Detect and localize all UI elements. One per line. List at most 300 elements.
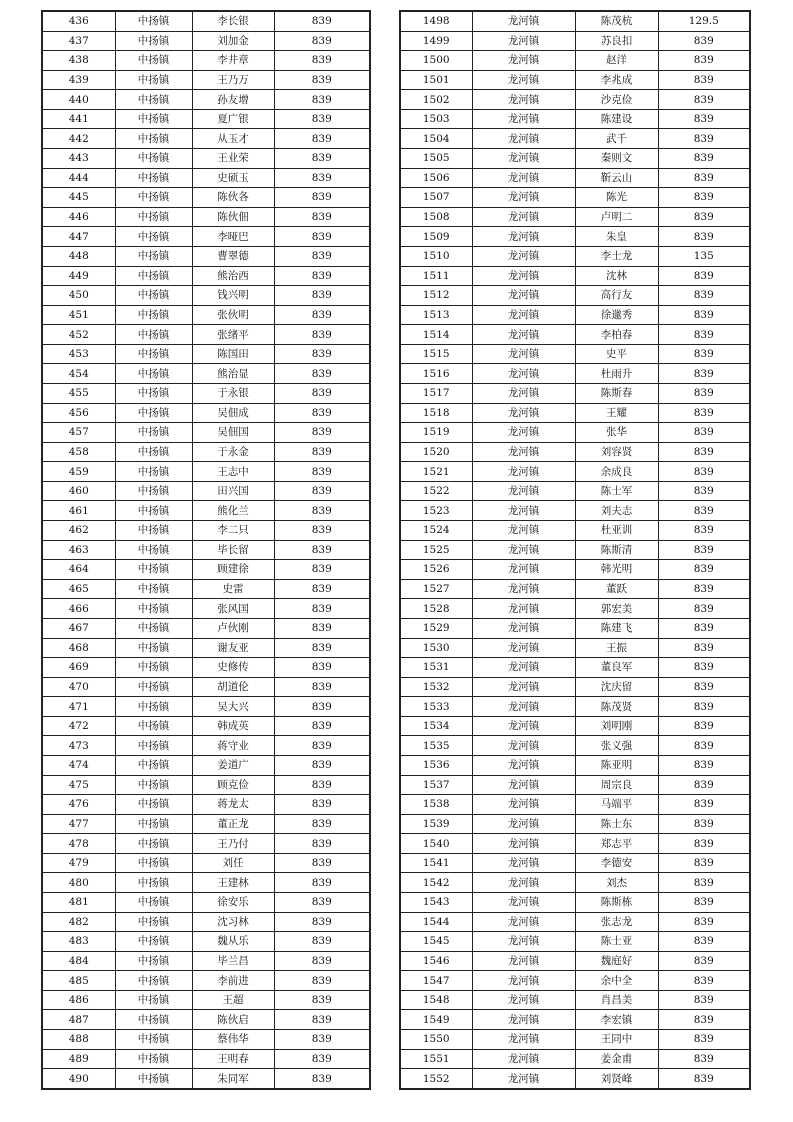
name-cell: 张义强 — [575, 736, 658, 756]
name-cell: 王振 — [575, 638, 658, 658]
row-number-cell: 479 — [42, 853, 115, 873]
table-row — [400, 853, 750, 873]
row-number-cell: 1517 — [400, 383, 472, 403]
row-number-cell: 1499 — [400, 31, 472, 51]
table-row — [400, 755, 750, 775]
township-cell: 龙河镇 — [472, 149, 575, 169]
table-row — [400, 560, 750, 580]
amount-cell: 839 — [274, 266, 370, 286]
name-cell: 陈士亚 — [575, 932, 658, 952]
table-row — [42, 1049, 370, 1069]
township-cell: 龙河镇 — [472, 70, 575, 90]
table-row — [42, 521, 370, 541]
name-cell: 陈伙各 — [192, 188, 274, 208]
name-cell: 张志龙 — [575, 912, 658, 932]
row-number-cell: 1529 — [400, 618, 472, 638]
amount-cell: 839 — [658, 1010, 750, 1030]
row-number-cell: 444 — [42, 168, 115, 188]
name-cell: 陈士东 — [575, 814, 658, 834]
name-cell: 谢友亚 — [192, 638, 274, 658]
row-number-cell: 453 — [42, 344, 115, 364]
row-number-cell: 447 — [42, 227, 115, 247]
table-row — [400, 1010, 750, 1030]
township-cell: 中扬镇 — [115, 893, 192, 913]
row-number-cell: 446 — [42, 207, 115, 227]
name-cell: 王同中 — [575, 1030, 658, 1050]
township-cell: 龙河镇 — [472, 618, 575, 638]
table-row — [400, 246, 750, 266]
name-cell: 郭宏美 — [575, 599, 658, 619]
township-cell: 龙河镇 — [472, 383, 575, 403]
name-cell: 靳云山 — [575, 168, 658, 188]
row-number-cell: 477 — [42, 814, 115, 834]
table-row — [42, 599, 370, 619]
row-number-cell: 1513 — [400, 305, 472, 325]
table-row — [400, 795, 750, 815]
table-row — [42, 579, 370, 599]
row-number-cell: 1507 — [400, 188, 472, 208]
table-row — [400, 932, 750, 952]
name-cell: 赵洋 — [575, 51, 658, 71]
amount-cell: 839 — [658, 618, 750, 638]
name-cell: 余成良 — [575, 462, 658, 482]
table-row — [400, 775, 750, 795]
amount-cell: 839 — [274, 873, 370, 893]
name-cell: 王志中 — [192, 462, 274, 482]
township-cell: 龙河镇 — [472, 658, 575, 678]
township-cell: 龙河镇 — [472, 521, 575, 541]
table-row — [42, 951, 370, 971]
row-number-cell: 488 — [42, 1030, 115, 1050]
township-cell: 中扬镇 — [115, 736, 192, 756]
table-row — [42, 207, 370, 227]
table-row — [400, 383, 750, 403]
row-number-cell: 463 — [42, 540, 115, 560]
name-cell: 蔡伟华 — [192, 1030, 274, 1050]
township-cell: 龙河镇 — [472, 540, 575, 560]
row-number-cell: 1550 — [400, 1030, 472, 1050]
row-number-cell: 475 — [42, 775, 115, 795]
name-cell: 秦则文 — [575, 149, 658, 169]
row-number-cell: 438 — [42, 51, 115, 71]
table-row — [42, 266, 370, 286]
row-number-cell: 1512 — [400, 286, 472, 306]
name-cell: 顾建徐 — [192, 560, 274, 580]
row-number-cell: 454 — [42, 364, 115, 384]
table-row — [42, 716, 370, 736]
row-number-cell: 1544 — [400, 912, 472, 932]
name-cell: 刘容贤 — [575, 442, 658, 462]
row-number-cell: 1521 — [400, 462, 472, 482]
township-cell: 龙河镇 — [472, 403, 575, 423]
name-cell: 刘明刚 — [575, 716, 658, 736]
amount-cell: 839 — [274, 716, 370, 736]
row-number-cell: 1535 — [400, 736, 472, 756]
name-cell: 魏从乐 — [192, 932, 274, 952]
township-cell: 中扬镇 — [115, 442, 192, 462]
roster-table-right-body — [400, 11, 750, 1089]
table-row — [400, 1030, 750, 1050]
township-cell: 中扬镇 — [115, 1069, 192, 1089]
table-row — [400, 31, 750, 51]
name-cell: 苏良扣 — [575, 31, 658, 51]
township-cell: 龙河镇 — [472, 423, 575, 443]
table-row — [42, 1069, 370, 1089]
amount-cell: 839 — [658, 403, 750, 423]
table-row — [400, 912, 750, 932]
table-row — [400, 207, 750, 227]
township-cell: 中扬镇 — [115, 618, 192, 638]
row-number-cell: 484 — [42, 951, 115, 971]
amount-cell: 839 — [658, 149, 750, 169]
name-cell: 李井章 — [192, 51, 274, 71]
township-cell: 中扬镇 — [115, 227, 192, 247]
township-cell: 龙河镇 — [472, 305, 575, 325]
amount-cell: 839 — [274, 1010, 370, 1030]
row-number-cell: 464 — [42, 560, 115, 580]
row-number-cell: 462 — [42, 521, 115, 541]
township-cell: 中扬镇 — [115, 990, 192, 1010]
township-cell: 龙河镇 — [472, 168, 575, 188]
name-cell: 刘杰 — [575, 873, 658, 893]
table-row — [42, 168, 370, 188]
township-cell: 龙河镇 — [472, 246, 575, 266]
row-number-cell: 458 — [42, 442, 115, 462]
row-number-cell: 1540 — [400, 834, 472, 854]
amount-cell: 839 — [274, 814, 370, 834]
table-row — [42, 227, 370, 247]
name-cell: 马端平 — [575, 795, 658, 815]
amount-cell: 839 — [274, 540, 370, 560]
table-row — [42, 305, 370, 325]
table-row — [42, 834, 370, 854]
township-cell: 中扬镇 — [115, 325, 192, 345]
township-cell: 中扬镇 — [115, 70, 192, 90]
township-cell: 龙河镇 — [472, 442, 575, 462]
amount-cell: 129.5 — [658, 11, 750, 31]
name-cell: 高行友 — [575, 286, 658, 306]
township-cell: 中扬镇 — [115, 501, 192, 521]
name-cell: 陈建飞 — [575, 618, 658, 638]
row-number-cell: 472 — [42, 716, 115, 736]
township-cell: 中扬镇 — [115, 11, 192, 31]
name-cell: 杜亚训 — [575, 521, 658, 541]
amount-cell: 839 — [274, 383, 370, 403]
township-cell: 中扬镇 — [115, 90, 192, 110]
amount-cell: 839 — [274, 51, 370, 71]
name-cell: 陈国田 — [192, 344, 274, 364]
township-cell: 中扬镇 — [115, 266, 192, 286]
table-row — [400, 834, 750, 854]
amount-cell: 839 — [274, 618, 370, 638]
township-cell: 龙河镇 — [472, 31, 575, 51]
township-cell: 中扬镇 — [115, 383, 192, 403]
name-cell: 毕兰昌 — [192, 951, 274, 971]
name-cell: 余中全 — [575, 971, 658, 991]
row-number-cell: 1508 — [400, 207, 472, 227]
name-cell: 钱兴明 — [192, 286, 274, 306]
table-row — [400, 462, 750, 482]
amount-cell: 839 — [658, 70, 750, 90]
row-number-cell: 1527 — [400, 579, 472, 599]
name-cell: 李哑巴 — [192, 227, 274, 247]
row-number-cell: 440 — [42, 90, 115, 110]
table-row — [42, 990, 370, 1010]
row-number-cell: 466 — [42, 599, 115, 619]
amount-cell: 839 — [658, 755, 750, 775]
table-row — [400, 129, 750, 149]
amount-cell: 839 — [274, 305, 370, 325]
row-number-cell: 1549 — [400, 1010, 472, 1030]
township-cell: 龙河镇 — [472, 286, 575, 306]
name-cell: 魏庭好 — [575, 951, 658, 971]
township-cell: 中扬镇 — [115, 853, 192, 873]
township-cell: 龙河镇 — [472, 951, 575, 971]
name-cell: 姜金甫 — [575, 1049, 658, 1069]
amount-cell: 839 — [274, 853, 370, 873]
amount-cell: 839 — [658, 521, 750, 541]
amount-cell: 839 — [274, 579, 370, 599]
roster-table-left — [41, 10, 371, 1090]
township-cell: 中扬镇 — [115, 775, 192, 795]
table-row — [400, 990, 750, 1010]
name-cell: 于永金 — [192, 442, 274, 462]
table-row — [400, 168, 750, 188]
row-number-cell: 1523 — [400, 501, 472, 521]
table-row — [42, 932, 370, 952]
township-cell: 中扬镇 — [115, 912, 192, 932]
amount-cell: 839 — [274, 129, 370, 149]
row-number-cell: 450 — [42, 286, 115, 306]
amount-cell: 839 — [274, 932, 370, 952]
township-cell: 中扬镇 — [115, 207, 192, 227]
name-cell: 王超 — [192, 990, 274, 1010]
amount-cell: 839 — [274, 658, 370, 678]
township-cell: 中扬镇 — [115, 31, 192, 51]
amount-cell: 839 — [658, 775, 750, 795]
amount-cell: 839 — [274, 149, 370, 169]
table-row — [400, 716, 750, 736]
amount-cell: 839 — [658, 716, 750, 736]
township-cell: 中扬镇 — [115, 658, 192, 678]
row-number-cell: 1501 — [400, 70, 472, 90]
name-cell: 徐安乐 — [192, 893, 274, 913]
table-row — [42, 658, 370, 678]
row-number-cell: 1543 — [400, 893, 472, 913]
amount-cell: 839 — [274, 31, 370, 51]
row-number-cell: 441 — [42, 109, 115, 129]
row-number-cell: 489 — [42, 1049, 115, 1069]
name-cell: 王耀 — [575, 403, 658, 423]
name-cell: 李前进 — [192, 971, 274, 991]
row-number-cell: 1511 — [400, 266, 472, 286]
table-row — [42, 618, 370, 638]
amount-cell: 839 — [274, 1049, 370, 1069]
roster-table-left-body — [42, 11, 370, 1089]
township-cell: 中扬镇 — [115, 873, 192, 893]
amount-cell: 839 — [274, 442, 370, 462]
amount-cell: 839 — [274, 834, 370, 854]
township-cell: 中扬镇 — [115, 697, 192, 717]
amount-cell: 839 — [658, 677, 750, 697]
amount-cell: 839 — [274, 677, 370, 697]
table-row — [42, 1030, 370, 1050]
row-number-cell: 1498 — [400, 11, 472, 31]
amount-cell: 839 — [274, 168, 370, 188]
township-cell: 龙河镇 — [472, 716, 575, 736]
township-cell: 中扬镇 — [115, 677, 192, 697]
amount-cell: 839 — [658, 697, 750, 717]
row-number-cell: 467 — [42, 618, 115, 638]
table-row — [42, 70, 370, 90]
township-cell: 龙河镇 — [472, 481, 575, 501]
amount-cell: 839 — [658, 932, 750, 952]
township-cell: 龙河镇 — [472, 129, 575, 149]
amount-cell: 839 — [274, 755, 370, 775]
row-number-cell: 1532 — [400, 677, 472, 697]
amount-cell: 839 — [274, 560, 370, 580]
amount-cell: 839 — [658, 383, 750, 403]
name-cell: 熊化兰 — [192, 501, 274, 521]
township-cell: 龙河镇 — [472, 834, 575, 854]
township-cell: 中扬镇 — [115, 246, 192, 266]
row-number-cell: 457 — [42, 423, 115, 443]
name-cell: 沈林 — [575, 266, 658, 286]
name-cell: 吴大兴 — [192, 697, 274, 717]
row-number-cell: 1519 — [400, 423, 472, 443]
table-row — [400, 90, 750, 110]
row-number-cell: 1506 — [400, 168, 472, 188]
table-row — [42, 325, 370, 345]
amount-cell: 839 — [658, 227, 750, 247]
name-cell: 董跃 — [575, 579, 658, 599]
amount-cell: 839 — [658, 481, 750, 501]
name-cell: 王乃付 — [192, 834, 274, 854]
row-number-cell: 465 — [42, 579, 115, 599]
name-cell: 王业荣 — [192, 149, 274, 169]
table-row — [42, 755, 370, 775]
amount-cell: 839 — [274, 11, 370, 31]
row-number-cell: 1542 — [400, 873, 472, 893]
row-number-cell: 1552 — [400, 1069, 472, 1089]
township-cell: 中扬镇 — [115, 834, 192, 854]
name-cell: 沙克俭 — [575, 90, 658, 110]
name-cell: 周宗良 — [575, 775, 658, 795]
table-row — [42, 736, 370, 756]
amount-cell: 839 — [658, 462, 750, 482]
amount-cell: 839 — [658, 344, 750, 364]
table-row — [400, 1069, 750, 1089]
name-cell: 卢伙刚 — [192, 618, 274, 638]
table-row — [42, 364, 370, 384]
amount-cell: 839 — [274, 109, 370, 129]
amount-cell: 839 — [274, 1069, 370, 1089]
amount-cell: 839 — [658, 129, 750, 149]
table-row — [400, 501, 750, 521]
row-number-cell: 487 — [42, 1010, 115, 1030]
township-cell: 中扬镇 — [115, 364, 192, 384]
amount-cell: 839 — [658, 814, 750, 834]
name-cell: 陈伙佃 — [192, 207, 274, 227]
amount-cell: 839 — [658, 1030, 750, 1050]
table-row — [42, 873, 370, 893]
township-cell: 中扬镇 — [115, 462, 192, 482]
amount-cell: 839 — [274, 912, 370, 932]
amount-cell: 839 — [658, 658, 750, 678]
row-number-cell: 456 — [42, 403, 115, 423]
township-cell: 龙河镇 — [472, 990, 575, 1010]
table-row — [400, 951, 750, 971]
township-cell: 龙河镇 — [472, 599, 575, 619]
table-row — [400, 521, 750, 541]
name-cell: 董正龙 — [192, 814, 274, 834]
table-row — [42, 697, 370, 717]
amount-cell: 839 — [658, 442, 750, 462]
table-row — [400, 677, 750, 697]
name-cell: 吴佃成 — [192, 403, 274, 423]
row-number-cell: 439 — [42, 70, 115, 90]
table-row — [42, 893, 370, 913]
name-cell: 蒋守业 — [192, 736, 274, 756]
township-cell: 龙河镇 — [472, 795, 575, 815]
row-number-cell: 443 — [42, 149, 115, 169]
name-cell: 沈习林 — [192, 912, 274, 932]
row-number-cell: 442 — [42, 129, 115, 149]
township-cell: 龙河镇 — [472, 207, 575, 227]
amount-cell: 839 — [274, 70, 370, 90]
name-cell: 刘夫志 — [575, 501, 658, 521]
township-cell: 中扬镇 — [115, 638, 192, 658]
name-cell: 刘任 — [192, 853, 274, 873]
amount-cell: 839 — [274, 971, 370, 991]
row-number-cell: 471 — [42, 697, 115, 717]
township-cell: 中扬镇 — [115, 305, 192, 325]
name-cell: 韩光明 — [575, 560, 658, 580]
township-cell: 中扬镇 — [115, 716, 192, 736]
row-number-cell: 1514 — [400, 325, 472, 345]
table-row — [400, 51, 750, 71]
amount-cell: 839 — [658, 560, 750, 580]
table-row — [42, 423, 370, 443]
amount-cell: 839 — [274, 423, 370, 443]
table-row — [42, 442, 370, 462]
amount-cell: 839 — [274, 893, 370, 913]
amount-cell: 839 — [658, 736, 750, 756]
name-cell: 史平 — [575, 344, 658, 364]
row-number-cell: 481 — [42, 893, 115, 913]
table-row — [400, 403, 750, 423]
township-cell: 龙河镇 — [472, 912, 575, 932]
table-row — [400, 109, 750, 129]
township-cell: 龙河镇 — [472, 364, 575, 384]
amount-cell: 839 — [658, 31, 750, 51]
name-cell: 史硕玉 — [192, 168, 274, 188]
amount-cell: 839 — [658, 971, 750, 991]
row-number-cell: 1518 — [400, 403, 472, 423]
township-cell: 龙河镇 — [472, 873, 575, 893]
name-cell: 韩成英 — [192, 716, 274, 736]
row-number-cell: 1515 — [400, 344, 472, 364]
township-cell: 龙河镇 — [472, 697, 575, 717]
table-row — [400, 344, 750, 364]
township-cell: 中扬镇 — [115, 129, 192, 149]
amount-cell: 839 — [274, 246, 370, 266]
row-number-cell: 1537 — [400, 775, 472, 795]
row-number-cell: 1539 — [400, 814, 472, 834]
table-row — [42, 1010, 370, 1030]
row-number-cell: 455 — [42, 383, 115, 403]
row-number-cell: 486 — [42, 990, 115, 1010]
